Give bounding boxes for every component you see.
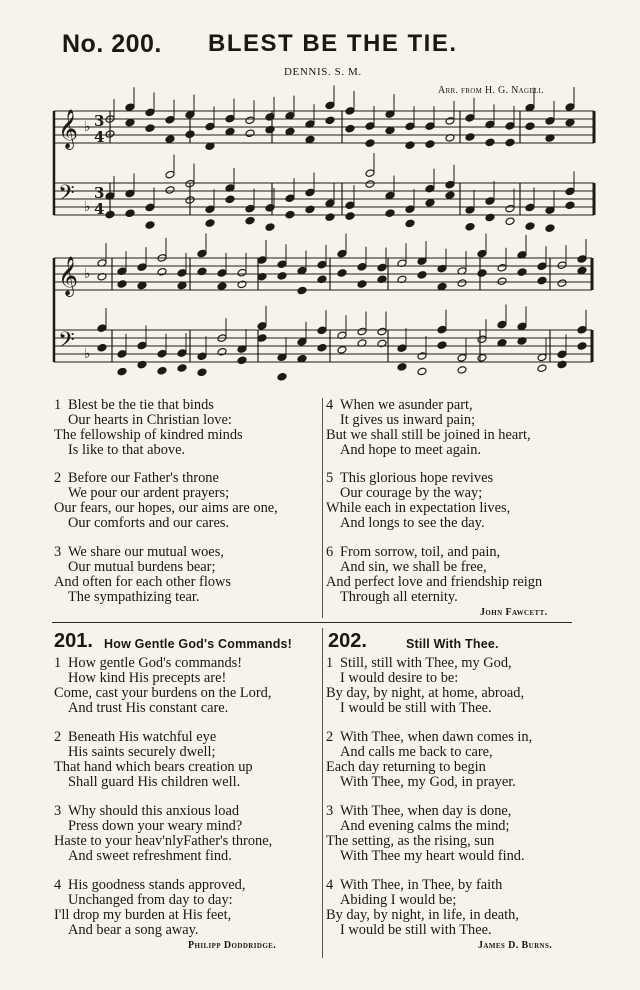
note-head <box>345 107 355 116</box>
note-head <box>137 341 147 350</box>
note-head <box>565 187 575 196</box>
verse-line: 3 Why should this anxious load <box>54 803 240 819</box>
note-head <box>165 115 175 124</box>
verse-line: The sympathizing tear. <box>68 589 200 605</box>
note-head <box>317 326 327 335</box>
note-head <box>405 205 415 214</box>
note-head <box>497 277 507 286</box>
verse-line: And hope to meet again. <box>340 442 482 458</box>
note-head <box>165 170 175 179</box>
note-head <box>97 343 107 352</box>
note-head <box>357 280 367 289</box>
verse-line: Our courage by the way; <box>340 485 483 501</box>
note-head <box>397 344 407 353</box>
note-head <box>565 201 575 210</box>
verse-line: 2 With Thee, when dawn comes in, <box>326 729 533 745</box>
note-head <box>277 260 287 269</box>
note-head <box>177 349 187 358</box>
verse-line: The setting, as the rising, sun <box>326 833 495 849</box>
tune-name: DENNIS. S. M. <box>284 66 362 78</box>
note-head <box>337 269 347 278</box>
note-head <box>245 116 255 125</box>
note-head <box>117 367 127 376</box>
note-head <box>345 124 355 133</box>
note-head <box>177 281 187 290</box>
note-head <box>225 195 235 204</box>
note-head <box>397 363 407 372</box>
note-head <box>197 249 207 258</box>
note-head <box>305 135 315 144</box>
verse-block <box>54 804 272 864</box>
note-head <box>157 349 167 358</box>
note-head <box>317 260 327 269</box>
note-head <box>157 366 167 375</box>
note-head <box>345 201 355 210</box>
note-head <box>365 122 375 131</box>
verse-line: Our comforts and our cares. <box>68 515 230 531</box>
hymn-number: No. 200. <box>62 30 162 58</box>
note-head <box>377 327 387 336</box>
note-head <box>425 184 435 193</box>
note-head <box>265 204 275 213</box>
note-head <box>485 213 495 222</box>
note-head <box>417 367 427 376</box>
note-head <box>125 189 135 198</box>
note-head <box>405 219 415 228</box>
note-head <box>117 350 127 359</box>
note-head <box>477 249 487 258</box>
verse-line: 6 From sorrow, toil, and pain, <box>326 544 501 560</box>
verse-line: But we shall still be joined in heart, <box>326 427 531 443</box>
note-head <box>265 223 275 232</box>
time-signature: 4 <box>94 200 105 218</box>
note-head <box>437 341 447 350</box>
column-divider <box>322 628 323 958</box>
note-head <box>457 366 467 375</box>
note-head <box>185 130 195 139</box>
verse-line: And sweet refreshment find. <box>68 848 232 864</box>
verse-line: 2 Before our Father's throne <box>54 470 219 486</box>
note-head <box>565 103 575 112</box>
verse-line: Come, cast your burdens on the Lord, <box>54 685 272 701</box>
note-head <box>557 261 567 270</box>
note-head <box>145 203 155 212</box>
note-head <box>325 213 335 222</box>
note-head <box>337 346 347 355</box>
note-head <box>365 180 375 189</box>
verse-block <box>54 471 278 531</box>
note-head <box>497 264 507 273</box>
verse-line: Unchanged from day to day: <box>68 892 233 908</box>
note-head <box>97 324 107 333</box>
verse-line: Our fears, our hopes, our aims are one, <box>54 500 278 516</box>
note-head <box>245 129 255 138</box>
note-head <box>445 180 455 189</box>
flat-sign: ♭ <box>84 119 91 135</box>
note-head <box>217 348 227 357</box>
note-head <box>545 224 555 233</box>
note-head <box>545 117 555 126</box>
verse-line: Through all eternity. <box>340 589 458 605</box>
note-head <box>345 212 355 221</box>
note-head <box>405 122 415 131</box>
note-head <box>537 262 547 271</box>
verse-line: 2 Beneath His watchful eye <box>54 729 217 745</box>
note-head <box>217 269 227 278</box>
verse-block <box>326 730 532 790</box>
note-head <box>137 263 147 272</box>
note-head <box>357 327 367 336</box>
note-head <box>125 209 135 218</box>
note-head <box>425 199 435 208</box>
verse-line: Each day returning to begin <box>326 759 486 775</box>
note-head <box>157 268 167 277</box>
note-head <box>305 188 315 197</box>
note-head <box>145 108 155 117</box>
note-head <box>485 197 495 206</box>
section-rule <box>52 622 572 623</box>
time-signature: 3 <box>94 112 105 130</box>
hymn-title: Still With Thee. <box>406 637 499 651</box>
note-head <box>565 118 575 127</box>
verse-line: His saints securely dwell; <box>68 744 216 760</box>
verse-block <box>326 878 519 938</box>
note-head <box>577 342 587 351</box>
note-head <box>557 350 567 359</box>
note-head <box>365 139 375 148</box>
note-head <box>437 325 447 334</box>
note-head <box>505 204 515 213</box>
note-head <box>337 249 347 258</box>
note-head <box>477 335 487 344</box>
note-head <box>165 135 175 144</box>
verse-line: I would be still with Thee. <box>340 922 492 938</box>
verse-block <box>326 656 524 716</box>
note-head <box>197 368 207 377</box>
note-head <box>325 116 335 125</box>
note-head <box>197 352 207 361</box>
column-divider <box>322 398 323 618</box>
note-head <box>517 268 527 277</box>
note-head <box>445 191 455 200</box>
note-head <box>297 338 307 347</box>
note-head <box>237 280 247 289</box>
note-head <box>285 127 295 136</box>
note-head <box>465 223 475 232</box>
note-head <box>305 205 315 214</box>
note-head <box>577 255 587 264</box>
verse-line: Our mutual burdens bear; <box>68 559 216 575</box>
author-credit: Philipp Doddridge. <box>188 940 277 951</box>
verse-line: That hand which bears creation up <box>54 759 253 775</box>
verse-line: It gives us inward pain; <box>340 412 476 428</box>
verse-block <box>54 656 271 716</box>
bass-clef: 𝄢 <box>58 181 75 211</box>
verse-line: And bear a song away. <box>68 922 199 938</box>
note-head <box>465 114 475 123</box>
note-head <box>257 256 267 265</box>
note-head <box>145 221 155 230</box>
note-head <box>285 194 295 203</box>
verse-line: And often for each other flows <box>54 574 232 590</box>
treble-clef: 𝄞 <box>58 109 79 149</box>
note-head <box>325 199 335 208</box>
verse-line: Shall guard His children well. <box>68 774 241 790</box>
note-head <box>205 205 215 214</box>
note-head <box>525 203 535 212</box>
note-head <box>237 268 247 277</box>
note-head <box>505 122 515 131</box>
verse-line: Press down your weary mind? <box>68 818 243 834</box>
verse-line: While each in expectation lives, <box>326 500 511 516</box>
note-head <box>477 354 487 363</box>
verse-line: And perfect love and friendship reign <box>326 574 543 590</box>
time-signature: 4 <box>94 128 105 146</box>
verse-line: 5 This glorious hope revives <box>326 470 494 486</box>
hymn-number: 201. <box>54 630 93 652</box>
verse-line: 3 With Thee, when day is done, <box>326 803 512 819</box>
note-head <box>425 122 435 131</box>
verse-line: And evening calms the mind; <box>340 818 510 834</box>
note-head <box>177 364 187 373</box>
note-head <box>457 279 467 288</box>
verse-line: 1 Still, still with Thee, my God, <box>326 655 512 671</box>
verse-line: I'll drop my burden at His feet, <box>54 907 232 923</box>
note-head <box>557 279 567 288</box>
verse-line: And sin, we shall be free, <box>340 559 487 575</box>
verse-line: Haste to your heav'nlyFather's throne, <box>54 833 273 849</box>
note-head <box>185 110 195 119</box>
verse-block <box>326 471 510 531</box>
verse-line: By day, by night, in life, in death, <box>326 907 519 923</box>
note-head <box>145 124 155 133</box>
note-head <box>417 352 427 361</box>
note-head <box>325 101 335 110</box>
verse-line: And trust His constant care. <box>68 700 229 716</box>
verse-line: With Thee my heart would find. <box>340 848 525 864</box>
verse-line: 3 We share our mutual woes, <box>54 544 224 560</box>
verse-block <box>54 398 243 458</box>
note-head <box>205 122 215 131</box>
verse-line: And calls me back to care, <box>340 744 493 760</box>
note-head <box>365 169 375 178</box>
note-head <box>405 141 415 150</box>
verse-line: I would desire to be: <box>340 670 459 686</box>
verse-line: 1 How gentle God's commands! <box>54 655 243 671</box>
note-head <box>377 263 387 272</box>
verse-line: By day, by night, at home, abroad, <box>326 685 525 701</box>
hymn-title: How Gentle God's Commands! <box>104 637 293 651</box>
flat-sign: ♭ <box>84 266 91 282</box>
note-head <box>125 118 135 127</box>
arrangement-credit: Arr. from H. G. Nageli. <box>438 85 544 96</box>
author-credit: John Fawcett. <box>480 607 548 618</box>
verse-line: 1 Blest be the tie that binds <box>54 397 214 413</box>
hymn-number: 202. <box>328 630 367 652</box>
note-head <box>477 269 487 278</box>
note-head <box>505 217 515 226</box>
note-head <box>525 122 535 131</box>
note-head <box>277 373 287 382</box>
verse-block <box>326 545 542 605</box>
verse-line: I would be still with Thee. <box>340 700 492 716</box>
verse-line: 4 With Thee, in Thee, by faith <box>326 877 503 893</box>
note-head <box>425 140 435 149</box>
note-head <box>537 364 547 373</box>
verse-line: Is like to that above. <box>68 442 186 458</box>
note-head <box>417 271 427 280</box>
note-head <box>465 133 475 142</box>
verse-line: And longs to see the day. <box>340 515 485 531</box>
note-head <box>245 216 255 225</box>
note-head <box>117 280 127 289</box>
note-head <box>525 222 535 231</box>
music-score <box>0 0 640 390</box>
note-head <box>357 263 367 272</box>
verse-line: The fellowship of kindred minds <box>54 427 243 443</box>
note-head <box>537 276 547 285</box>
verse-block <box>326 398 531 458</box>
note-head <box>257 322 267 331</box>
verse-line: 4 When we asunder part, <box>326 397 473 413</box>
note-head <box>317 343 327 352</box>
flat-sign: ♭ <box>84 346 91 362</box>
hymn-title: BLEST BE THE TIE. <box>208 30 458 57</box>
time-signature: 3 <box>94 184 105 202</box>
verse-line: With Thee, my God, in prayer. <box>340 774 516 790</box>
note-head <box>125 103 135 112</box>
verse-line: 4 His goodness stands approved, <box>54 877 246 893</box>
verse-block <box>54 730 253 790</box>
flat-sign: ♭ <box>84 199 91 215</box>
verse-block <box>326 804 525 864</box>
note-head <box>485 138 495 147</box>
note-head <box>177 269 187 278</box>
note-head <box>497 320 507 329</box>
note-head <box>205 219 215 228</box>
note-head <box>225 114 235 123</box>
note-head <box>385 209 395 218</box>
author-credit: James D. Burns. <box>478 940 553 951</box>
note-head <box>517 322 527 331</box>
note-head <box>285 210 295 219</box>
note-head <box>457 354 467 363</box>
verse-line: How kind His precepts are! <box>68 670 227 686</box>
note-head <box>237 356 247 365</box>
note-head <box>505 138 515 147</box>
note-head <box>297 286 307 295</box>
verse-block <box>54 878 245 938</box>
verse-block <box>54 545 231 605</box>
note-head <box>105 210 115 219</box>
bass-clef: 𝄢 <box>58 328 75 358</box>
note-head <box>217 282 227 291</box>
note-head <box>165 186 175 195</box>
verse-line: Abiding I would be; <box>340 892 457 908</box>
treble-clef: 𝄞 <box>58 256 79 296</box>
note-head <box>277 272 287 281</box>
note-head <box>445 117 455 126</box>
note-head <box>245 204 255 213</box>
note-head <box>577 325 587 334</box>
verse-line: We pour our ardent prayers; <box>68 485 230 501</box>
verse-line: Our hearts in Christian love: <box>68 412 232 428</box>
note-head <box>265 113 275 122</box>
